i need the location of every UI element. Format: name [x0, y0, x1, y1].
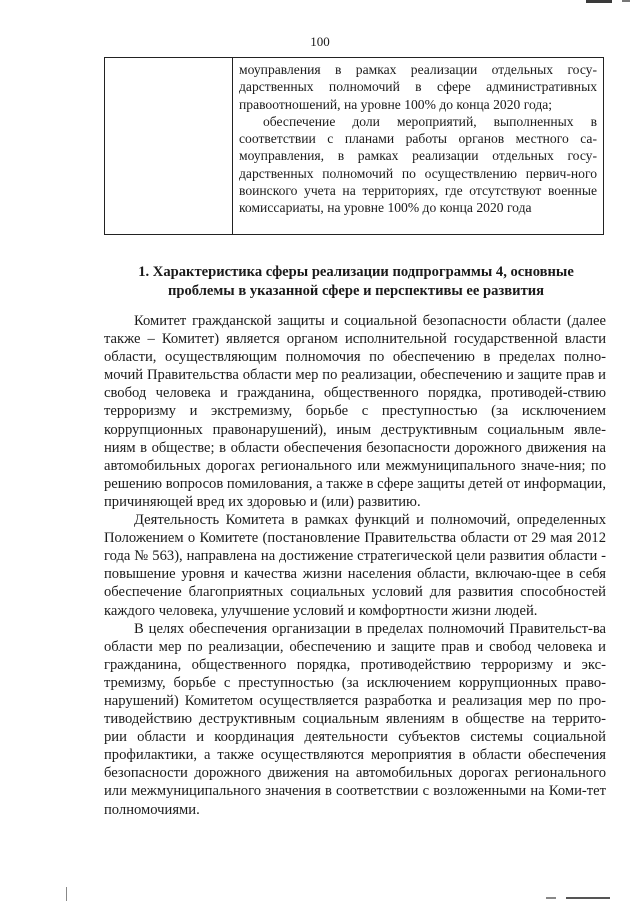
page-number: 100 [310, 34, 330, 49]
scan-artifact [622, 0, 630, 2]
continuation-table [104, 57, 604, 235]
scan-artifact [566, 897, 610, 899]
table-paragraph: обеспечение доли мероприятий, выполненных в соответствии с планами работы органов местного са-моуправления, в рамках реализации отдельных госу-дарственных полномочий по осуществлению первич-ного воинского учета на территориях, где отсутствуют военные комиссариаты, на уровне 100% до конца 2020 года [239, 113, 597, 216]
body-paragraph: В целях обеспечения организации в пределах полномочий Правительст-ва области мер по реализации, обеспечению и защите прав и свобод человека и гражданина, общественного порядка, противодействию терроризму и экс-тремизму, борьбе с преступностью (за исключением коррупционных право-нарушений) Комитетом осуществляется разработка и реализация мер по про-тиводействию деструктивным социальным явлениям в обществе на террито-рии области и координация деятельности субъектов системы социальной профилактики, а также осуществляются мероприятия в области обеспечения безопасности дорожного движения на автомобильных дорогах регионального или межмуниципального значения в соответствии с возложенными на Коми-тет полномочиями. [104, 620, 606, 818]
scan-artifact [66, 887, 67, 901]
section-heading: 1. Характеристика сферы реализации подпрограммы 4, основные проблемы в указанной сфере и перспективы ее развития [138, 264, 574, 299]
body-paragraph: Деятельность Комитета в рамках функций и полномочий, определенных Положением о Комитете (постановление Правительства области от 29 мая 2012 года № 563), направлена на достижение стратегической цели развития области - повышение уровня и качества жизни населения области, включаю-щее в себя обеспечение благоприятных социальных условий для развития способностей каждого человека, улучшение условий и комфортности жизни людей. [104, 512, 606, 619]
body-text [104, 312, 606, 819]
body-paragraph: Комитет гражданской защиты и социальной безопасности области (далее также – Комитет) является органом исполнительной государственной власти области, осуществляющим полномочия по обеспечению в пределах полно-мочий Правительства области мер по реализации, обеспечению и защите прав и свобод человека и гражданина, общественного порядка, противодей-ствию терроризму и экстремизму, борьбе с преступностью (за исключением коррупционных правонарушений), иным деструктивным социальным явле-ниям в обществе; в области обеспечения безопасности дорожного движения на автомобильных дорогах регионального или межмуниципального значе-ния; по решению вопросов помилования, а также в сфере защиты детей от информации, причиняющей вред их здоровью и (или) развитию. [104, 313, 606, 510]
table-left-cell [105, 58, 233, 234]
scan-artifact [586, 0, 612, 3]
table-paragraph: моуправления в рамках реализации отдельных госу-дарственных полномочий в сфере административных правоотношений, на уровне 100% до конца 2020 года; [239, 62, 597, 112]
table-right-cell [233, 58, 603, 234]
scan-artifact [546, 897, 556, 899]
